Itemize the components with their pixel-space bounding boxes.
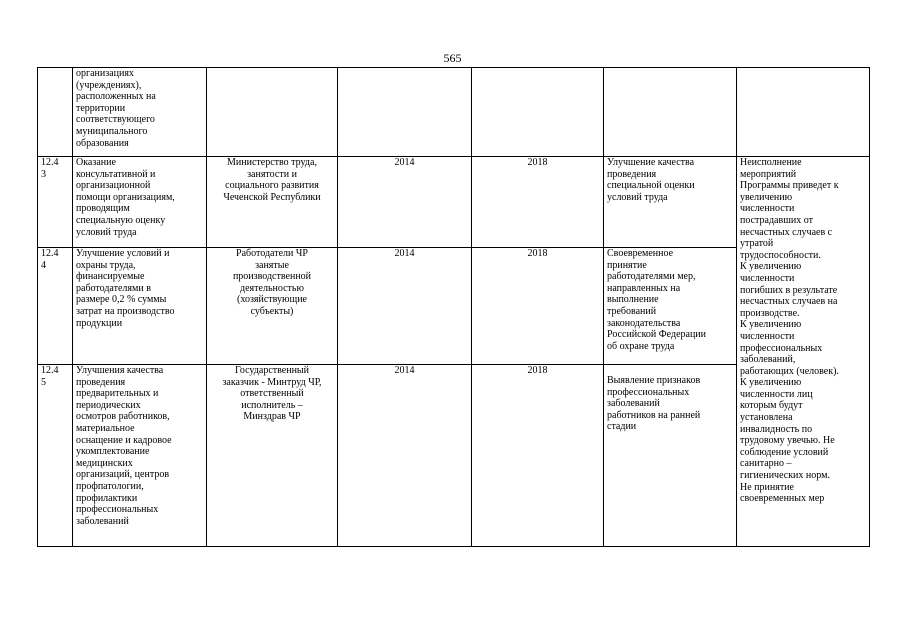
row-number: 12.4 4 bbox=[38, 248, 73, 365]
executor: Министерство труда, занятости и социального развития Чеченской Республики bbox=[207, 157, 338, 248]
end-year: 2018 bbox=[472, 365, 604, 547]
cell-name: организациях (учреждениях), расположенных на территории соответствующего муниципального образования bbox=[73, 68, 207, 157]
measure-name: Улучшение условий и охраны труда, финансируемые работодателями в размере 0,2 % суммы затрат на производство продукции bbox=[73, 248, 207, 365]
executor: Государственный заказчик - Минтруд ЧР, ответственный исполнитель – Минздрав ЧР bbox=[207, 365, 338, 547]
table-row bbox=[38, 157, 870, 248]
cell-end bbox=[472, 68, 604, 157]
start-year: 2014 bbox=[338, 157, 472, 248]
row-number: 12.4 3 bbox=[38, 157, 73, 248]
measure-name: Улучшения качества проведения предварительных и периодических осмотров работников, материальное оснащение и кадровое укомплектование медицинских организаций, центров профпатологии, профилактики профессиональных заболеваний bbox=[73, 365, 207, 547]
table-row-continuation bbox=[38, 68, 870, 157]
start-year: 2014 bbox=[338, 248, 472, 365]
cell-result bbox=[604, 68, 737, 157]
cell-start bbox=[338, 68, 472, 157]
row-number: 12.4 5 bbox=[38, 365, 73, 547]
end-year: 2018 bbox=[472, 248, 604, 365]
expected-result: Выявление признаков профессиональных заболеваний работников на ранней стадии bbox=[604, 365, 737, 547]
end-year: 2018 bbox=[472, 157, 604, 248]
cell-num bbox=[38, 68, 73, 157]
expected-result: Своевременное принятие работодателями мер, направленных на выполнение требований законодательства Российской Федерации об охране труда bbox=[604, 248, 737, 365]
cell-consequences bbox=[737, 68, 870, 157]
page-number: 565 bbox=[443, 51, 462, 65]
measure-name: Оказание консультативной и организационной помощи организациям, проводящим специальную оценку условий труда bbox=[73, 157, 207, 248]
executor: Работодатели ЧР занятые производственной деятельностью (хозяйствующие субъекты) bbox=[207, 248, 338, 365]
start-year: 2014 bbox=[338, 365, 472, 547]
cell-executor bbox=[207, 68, 338, 157]
program-measures-table bbox=[37, 67, 870, 547]
consequences-text: Неисполнение мероприятий Программы приведет к увеличению численности пострадавших от несчастных случаев с утратой трудоспособности. К увеличению численности погибших в результате несчастных случаев на производстве. К увеличению численности профессиональных заболеваний, работающих (человек). К увеличению численности лиц которым будут установлена инвалидность по трудовому увечью. Не соблюдение условий санитарно – гигиенических норм. Не принятие своевременных мер bbox=[737, 157, 870, 547]
expected-result: Улучшение качества проведения специальной оценки условий труда bbox=[604, 157, 737, 248]
